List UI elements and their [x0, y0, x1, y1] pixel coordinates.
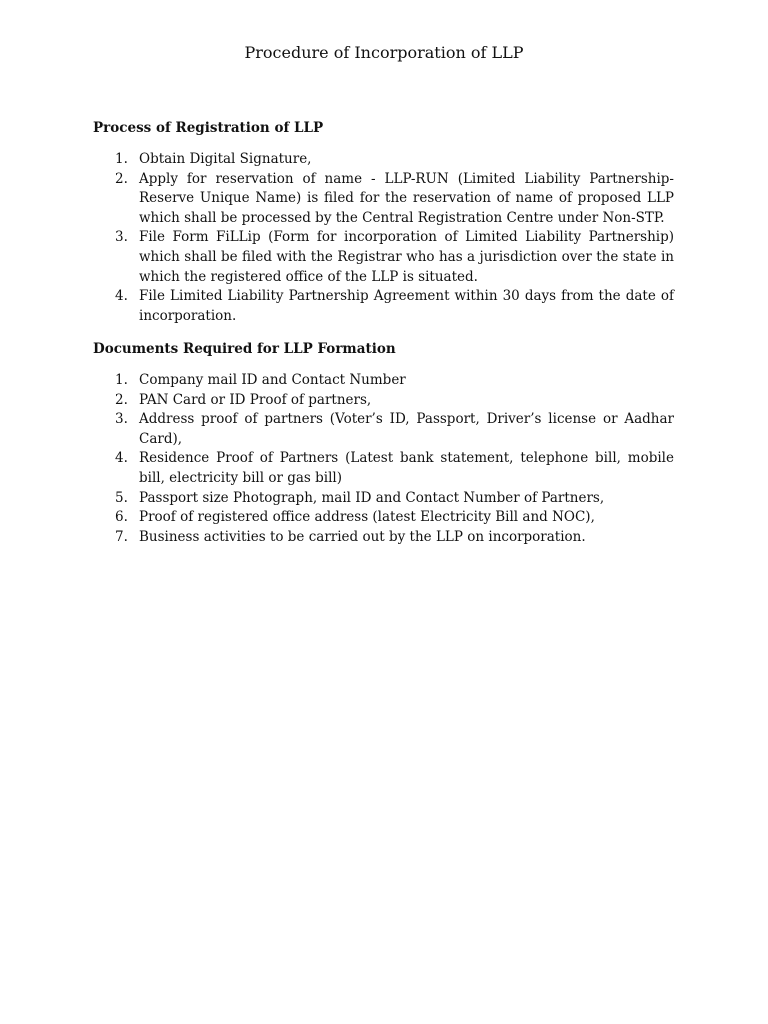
required-documents-list — [93, 371, 674, 547]
list-item — [93, 228, 674, 287]
list-item-text: Apply for reservation of name - LLP-RUN (Limited Liability Partnership-Reserve Unique Name) is filed for the reservation of name of proposed LLP which shall be processed by the Central Registration Centre under Non-STP. — [139, 170, 674, 226]
list-item — [93, 287, 674, 326]
section-heading-documents: Documents Required for LLP Formation — [93, 341, 396, 357]
list-item — [93, 410, 674, 449]
list-item — [93, 371, 674, 391]
list-item-number: 3. — [115, 229, 128, 246]
list-item — [93, 508, 674, 528]
list-item-text: Business activities to be carried out by the LLP on incorporation. — [139, 528, 586, 545]
list-item-text: Proof of registered office address (latest Electricity Bill and NOC), — [139, 509, 595, 526]
list-item-text: File Form FiLLip (Form for incorporation of Limited Liability Partnership) which shall be filed with the Registrar who has a jurisdiction over the state in which the registered office of the LLP is situated. — [139, 229, 674, 285]
list-item-text: Obtain Digital Signature, — [139, 151, 312, 167]
list-item — [93, 528, 674, 548]
list-item — [93, 170, 674, 229]
list-item-number: 2. — [115, 391, 128, 408]
page-title: Procedure of Incorporation of LLP — [244, 43, 524, 62]
list-item-number: 5. — [115, 489, 128, 506]
list-item-text: Passport size Photograph, mail ID and Contact Number of Partners, — [139, 489, 605, 506]
list-item — [93, 449, 674, 488]
list-item — [93, 489, 674, 509]
list-item — [93, 391, 674, 411]
list-item-number: 6. — [115, 509, 128, 526]
list-item-text: Company mail ID and Contact Number — [139, 372, 406, 388]
list-item-text: PAN Card or ID Proof of partners, — [139, 391, 372, 408]
list-item-number: 2. — [115, 170, 128, 187]
list-item-text: Residence Proof of Partners (Latest bank statement, telephone bill, mobile bill, electricity bill or gas bill) — [139, 450, 674, 486]
list-item-number: 4. — [115, 288, 128, 305]
registration-steps-list — [93, 150, 674, 326]
list-item-number: 1. — [115, 372, 128, 388]
list-item-text: Address proof of partners (Voter’s ID, Passport, Driver’s license or Aadhar Card), — [139, 411, 674, 447]
list-item-number: 4. — [115, 450, 128, 467]
list-item — [93, 150, 674, 170]
section-heading-registration: Process of Registration of LLP — [93, 120, 324, 136]
list-item-text: File Limited Liability Partnership Agreement within 30 days from the date of incorporation. — [139, 288, 674, 324]
list-item-number: 3. — [115, 411, 128, 428]
list-item-number: 7. — [115, 528, 128, 545]
list-item-number: 1. — [115, 151, 128, 167]
